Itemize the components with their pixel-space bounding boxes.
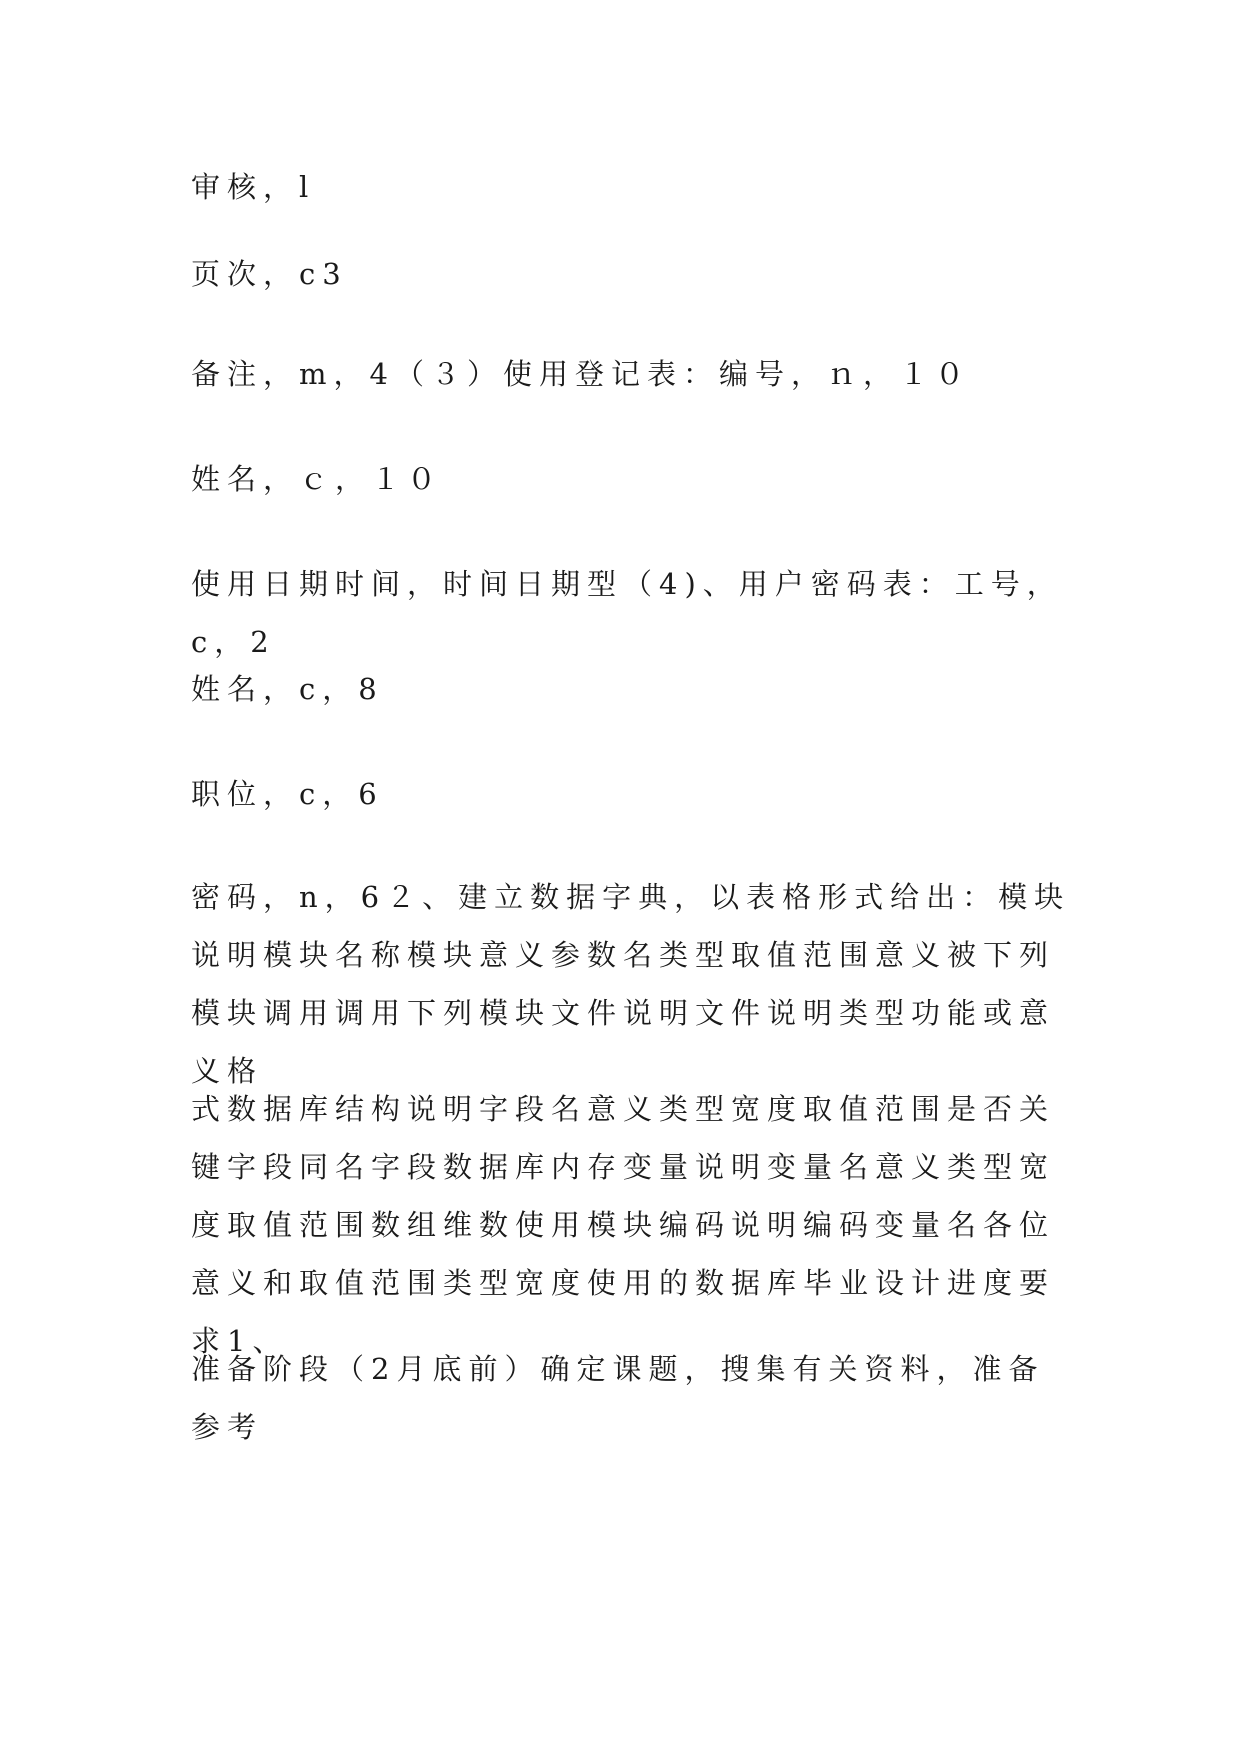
paragraph-page-number: 页次，c3 bbox=[191, 257, 348, 291]
paragraph-remarks-usage-log: 备注，m，4（３）使用登记表：编号，ｎ，１０ bbox=[191, 357, 971, 391]
paragraph-data-dictionary: 密码，n，6２、建立数据字典，以表格形式给出：模块说明模块名称模块意义参数名类型取值范围意义被下列模块调用调用下列模块文件说明文件说明类型功能或意义格 bbox=[191, 880, 1071, 1088]
paragraph-name-field-2: 姓名，c，8 bbox=[191, 672, 384, 706]
paragraph-review: 审核，l bbox=[191, 170, 316, 204]
paragraph-position-field: 职位，c，6 bbox=[191, 777, 384, 811]
paragraph-database-structure: 式数据库结构说明字段名意义类型宽度取值范围是否关键字段同名字段数据库内存变量说明变量名意义类型宽度取值范围数组维数使用模块编码说明编码变量名各位意义和取值范围类型宽度使用的数据库毕业设计进度要求1、 bbox=[191, 1092, 1056, 1358]
paragraph-name-field: 姓名，ｃ，１０ bbox=[191, 462, 444, 496]
paragraph-usage-datetime: 使用日期时间，时间日期型（4)、用户密码表：工号，c，2 bbox=[191, 567, 1063, 659]
paragraph-preparation-stage: 准备阶段（2月底前）确定课题，搜集有关资料，准备参考 bbox=[191, 1352, 1045, 1444]
